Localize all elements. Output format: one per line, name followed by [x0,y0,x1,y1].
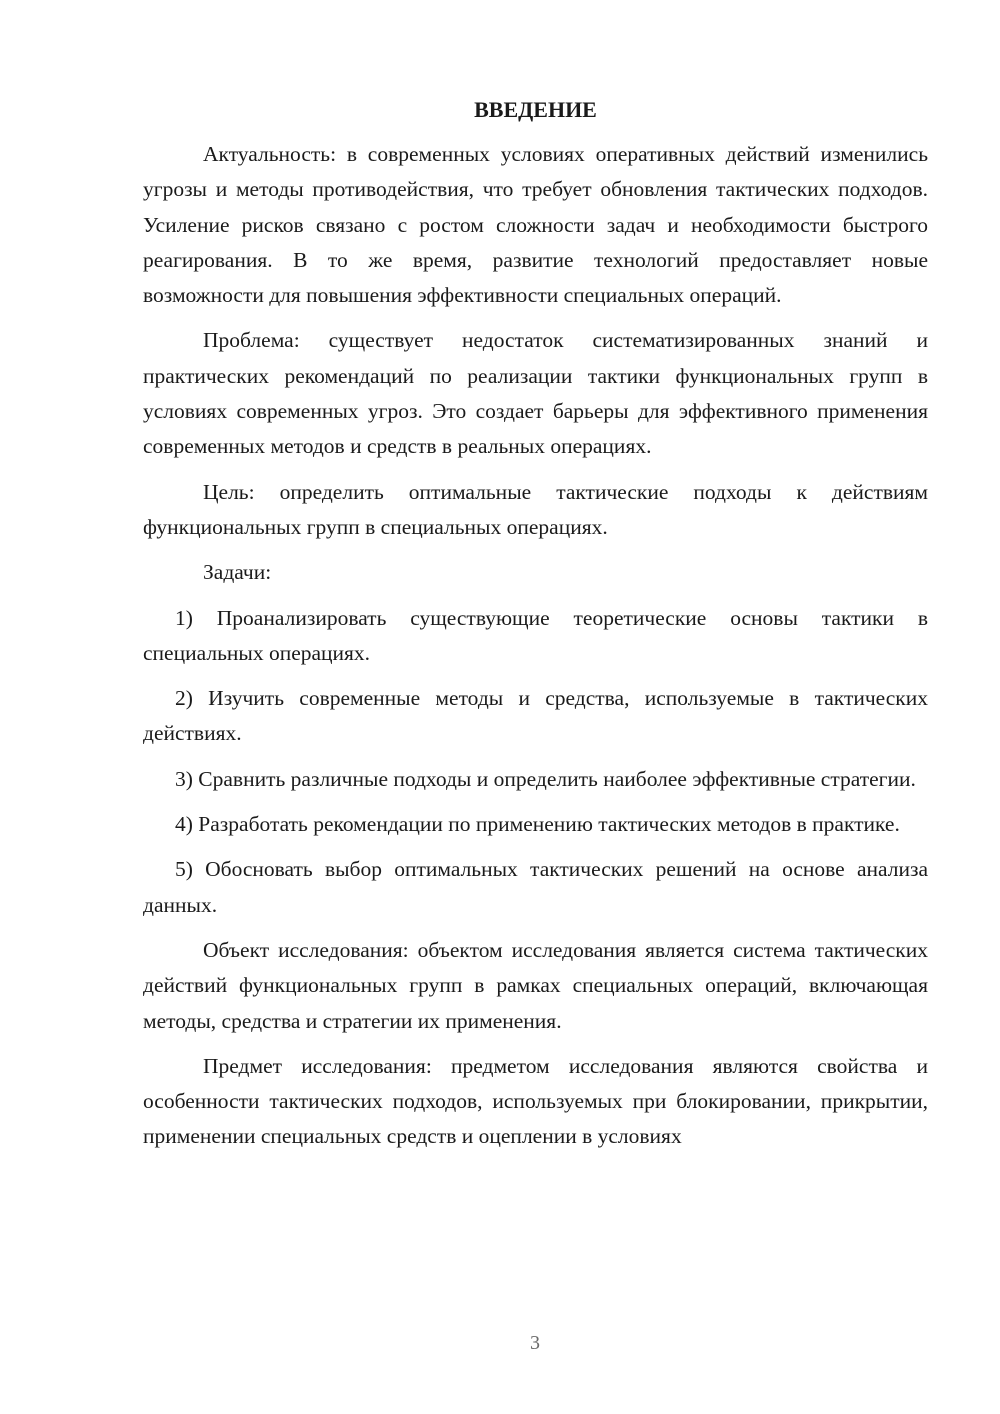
task-item-2: 2) Изучить современные методы и средства, используемые в тактических действиях. [143,686,928,746]
task-item-5: 5) Обосновать выбор оптимальных тактических решений на основе анализа данных. [143,857,928,917]
paragraph-problem: Проблема: существует недостаток систематизированных знаний и практических рекомендаций по реализации тактики функциональных групп в условиях современных угроз. Это создает барьеры для эффективного применения современных методов и средств в реальных операциях. [143,328,928,459]
page-number: 3 [530,1332,540,1354]
paragraph-relevance: Актуальность: в современных условиях оперативных действий изменились угрозы и методы противодействия, что требует обновления тактических подходов. Усиление рисков связано с ростом сложности задач и необходимости быстрого реагирования. В то же время, развитие технологий предоставляет новые возможности для повышения эффективности специальных операций. [143,142,928,308]
paragraph-research-object: Объект исследования: объектом исследования является система тактических действий функциональных групп в рамках специальных операций, включающая методы, средства и стратегии их применения. [143,937,928,1033]
page-title: ВВЕДЕНИЕ [474,97,597,122]
paragraph-research-subject: Предмет исследования: предметом исследования являются свойства и особенности тактических подходов, используемых при блокировании, прикрытии, применении специальных средств и оцеплении в условиях [143,1053,928,1149]
task-item-3: 3) Сравнить различные подходы и определить наиболее эффективные стратегии. [175,766,916,791]
document-page [143,92,928,1155]
task-item-4: 4) Разработать рекомендации по применению тактических методов в практике. [175,812,900,837]
paragraph-goal: Цель: определить оптимальные тактические подходы к действиям функциональных групп в специальных операциях. [143,479,928,539]
task-item-1: 1) Проанализировать существующие теоретические основы тактики в специальных операциях. [143,605,928,665]
tasks-heading: Задачи: [203,560,272,585]
